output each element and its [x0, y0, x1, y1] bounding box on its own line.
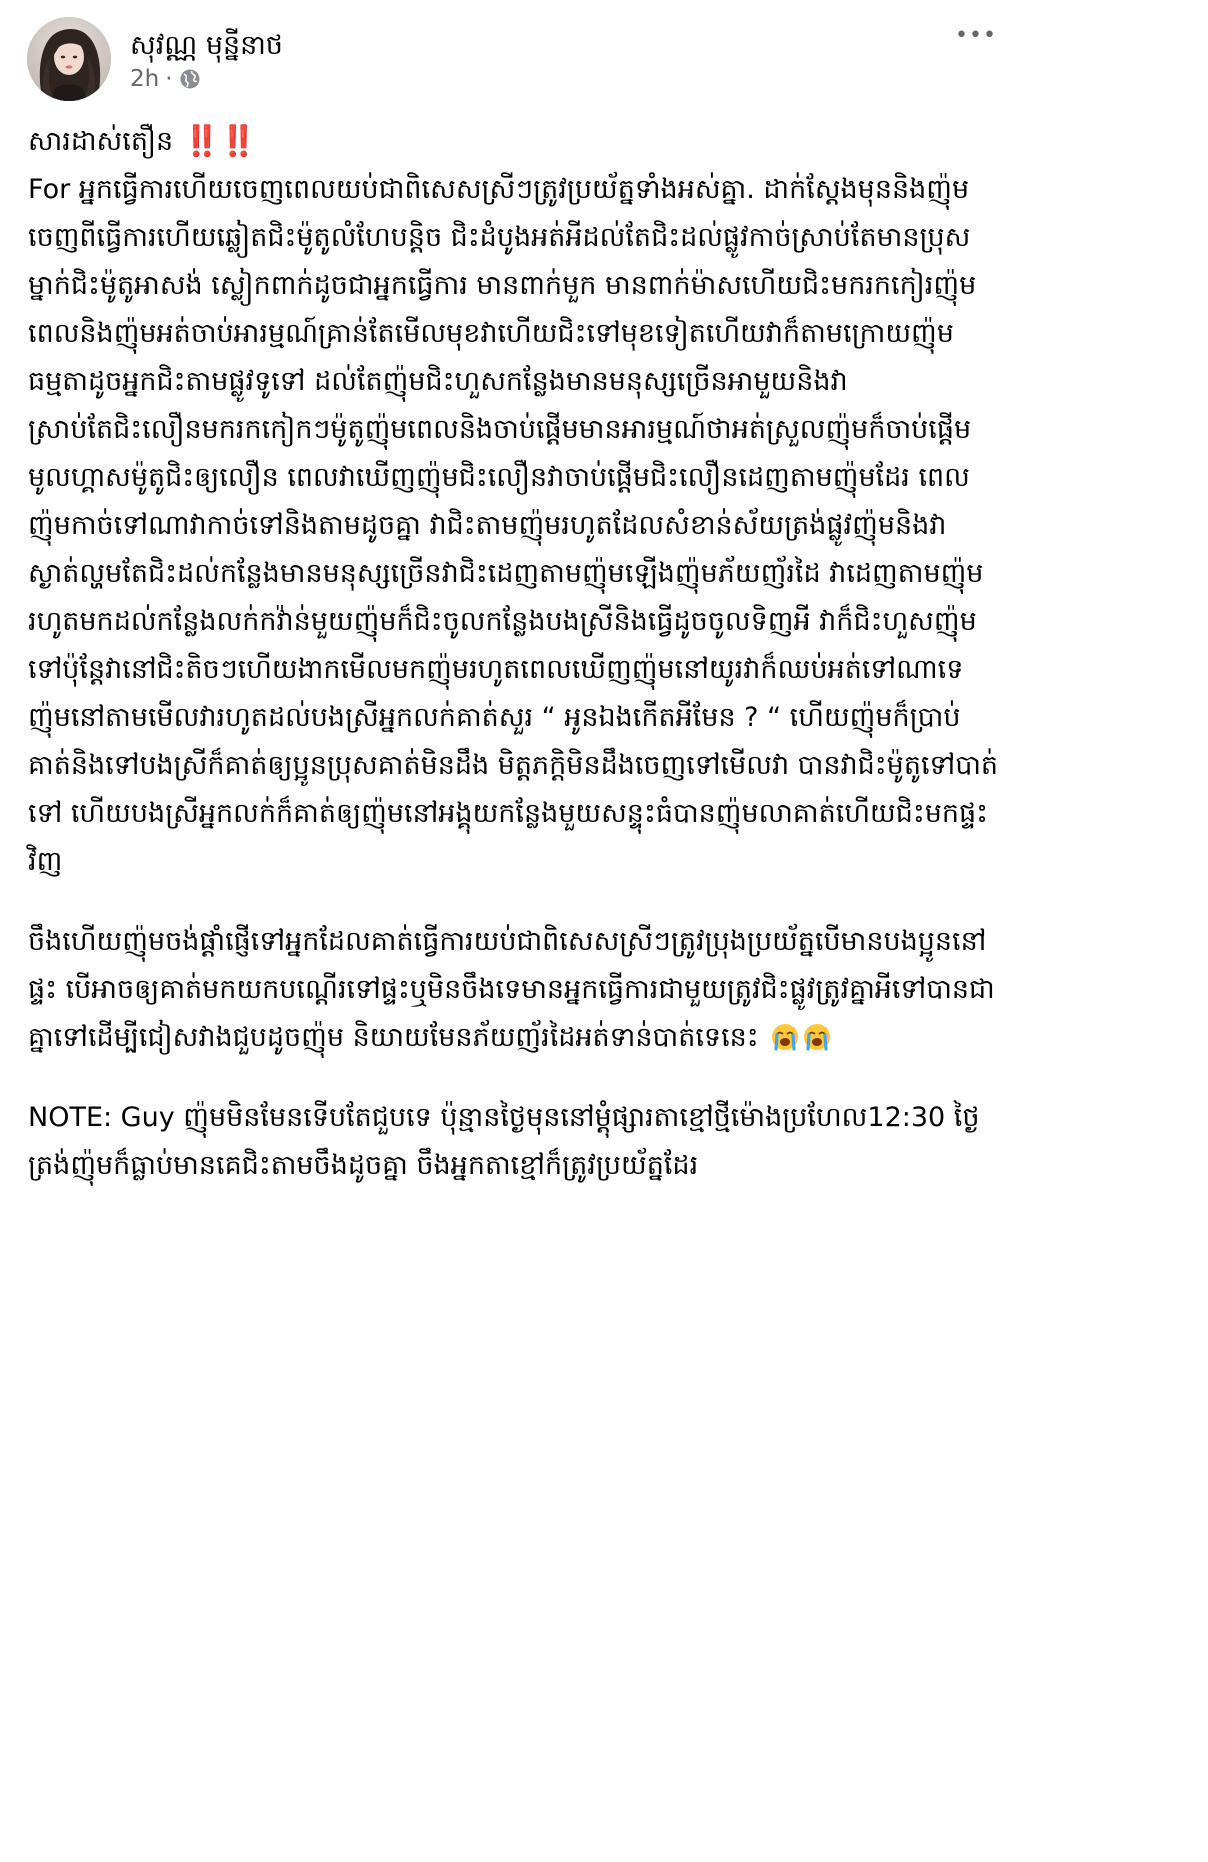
profile-photo — [27, 17, 111, 101]
post-paragraph — [28, 918, 1000, 1062]
separator-dot: · — [165, 66, 173, 92]
post-paragraph-text: ចឹងហើយញ៉ុមចង់ផ្តាំផ្ញើទៅអ្នកដែលគាត់ធ្វើការយប់ជាពិសេសស្រីៗត្រូវប្រុងប្រយ័ត្នបើមានបងប្អូននៅផ្ទះ បើអាចឲ្យគាត់មកយកបណ្តើរទៅផ្ទះឬមិនចឹងទេមានអ្នកធ្វើការជាមួយត្រូវជិះផ្លូវត្រូវគ្នាអីទៅបានជាគ្នាទៅដើម្បីជៀសវាងជួបដូចញ៉ុម និយាយមែនភ័យញ័រដៃអត់ទាន់បាត់ទេនេះ — [28, 926, 995, 1053]
post-title: សារដាស់តឿន — [28, 126, 174, 157]
more-options-button[interactable]: ••• — [955, 23, 997, 48]
post-meta — [130, 64, 201, 94]
author-name[interactable]: សុវណ្ណ មុន្នីនាថ — [130, 30, 283, 61]
post-text — [28, 118, 1000, 1190]
double-exclamation-icon: ‼️‼️ — [183, 124, 256, 159]
loudly-crying-face-icon — [771, 1019, 799, 1047]
loudly-crying-face-icon — [803, 1019, 831, 1047]
post-title-line — [28, 118, 1000, 166]
post-paragraph: NOTE: Guy ញ៉ុមមិនមែនទើបតែជួបទេ ប៉ុន្មានថ្ងៃមុននៅម្តុំផ្សារតាខ្មៅថ្មីម៉ោងប្រហែល12:30 ថ្ងៃត្រង់ញ៉ុមក៏ធ្លាប់មានគេជិះតាមចឹងដូចគ្នា ចឹងអ្នកតាខ្មៅក៏ត្រូវប្រយ័ត្នដែរ — [28, 1102, 980, 1181]
post-paragraph: For អ្នកធ្វើការហើយចេញពេលយប់ជាពិសេសស្រីៗត្រូវប្រយ័ត្នទាំងអស់គ្នា. ដាក់ស្តែងមុននិងញ៉ុមចេញពីធ្វើការហើយឆ្លៀតជិះម៉ូតូលំហែបន្តិច ជិះដំបូងអត់អីដល់តែជិះដល់ផ្លូវកាច់ស្រាប់តែមានប្រុសម្នាក់ជិះម៉ូតូអាសង់ ស្លៀកពាក់ដូចជាអ្នកធ្វើការ មានពាក់មួក មានពាក់ម៉ាសហើយជិះមករកកៀរញ៉ុម ពេលនិងញ៉ុមអត់ចាប់អារម្មណ៍គ្រាន់តែមើលមុខវាហើយជិះទៅមុខទៀតហើយវាក៏តាមក្រោយញ៉ុមធម្មតាដូចអ្នកជិះតាមផ្លូវទូទៅ ដល់តែញ៉ុមជិះហួសកន្លែងមានមនុស្សច្រើនអាមួយនិងវាស្រាប់តែជិះលឿនមករកកៀកៗម៉ូតូញ៉ុមពេលនិងចាប់ផ្តើមមានអារម្មណ៍ថាអត់ស្រួលញ៉ុមក៏ចាប់ផ្តើមមូលហ្គាសម៉ូតូជិះឲ្យលឿន ពេលវាឃើញញ៉ុមជិះលឿនវាចាប់ផ្តើមជិះលឿនដេញតាមញ៉ុមដែរ ពេលញ៉ុមកាច់ទៅណាវាកាច់ទៅនិងតាមដូចគ្នា វាជិះតាមញ៉ុមរហូតដែលសំខាន់ស័យត្រង់ផ្លូវញ៉ុមនិងវាស្ងាត់ល្ហមតែជិះដល់កន្លែងមានមនុស្សច្រើនវាជិះដេញតាមញ៉ុមឡើងញ៉ុមភ័យញ័រដៃ វាដេញតាមញ៉ុមរហូតមកដល់កន្លែងលក់កវ៉ាន់មួយញ៉ុមក៏ជិះចូលកន្លែងបងស្រីនិងធ្វើដូចចូលទិញអី វាក៏ជិះហួសញ៉ុមទៅប៉ុន្តែវានៅជិះតិចៗហើយងាកមើលមកញ៉ុមរហូតពេលឃើញញ៉ុមនៅយូរវាក៏ឈប់អត់ទៅណាទេ ញ៉ុមនៅតាមមើលវារហូតដល់បងស្រីអ្នកលក់គាត់សួរ “ អូនឯងកើតអីមែន ? “ ហើយញ៉ុមក៏ប្រាប់គាត់និងទៅបងស្រីក៏គាត់ឲ្យប្អូនប្រុសគាត់មិនដឹង មិត្តភក្តិមិនដឹងចេញទៅមើលវា បានវាជិះម៉ូតូទៅបាត់ទៅ ហើយបងស្រីអ្នកលក់ក៏គាត់ឲ្យញ៉ុមនៅអង្គុយកន្លែងមួយសន្ទុះធំបានញ៉ុមលាគាត់ហើយជិះមកផ្ទះវិញ — [28, 174, 999, 877]
globe-icon[interactable] — [179, 68, 201, 90]
avatar[interactable] — [27, 17, 111, 101]
post-timestamp[interactable]: 2h — [130, 66, 160, 92]
